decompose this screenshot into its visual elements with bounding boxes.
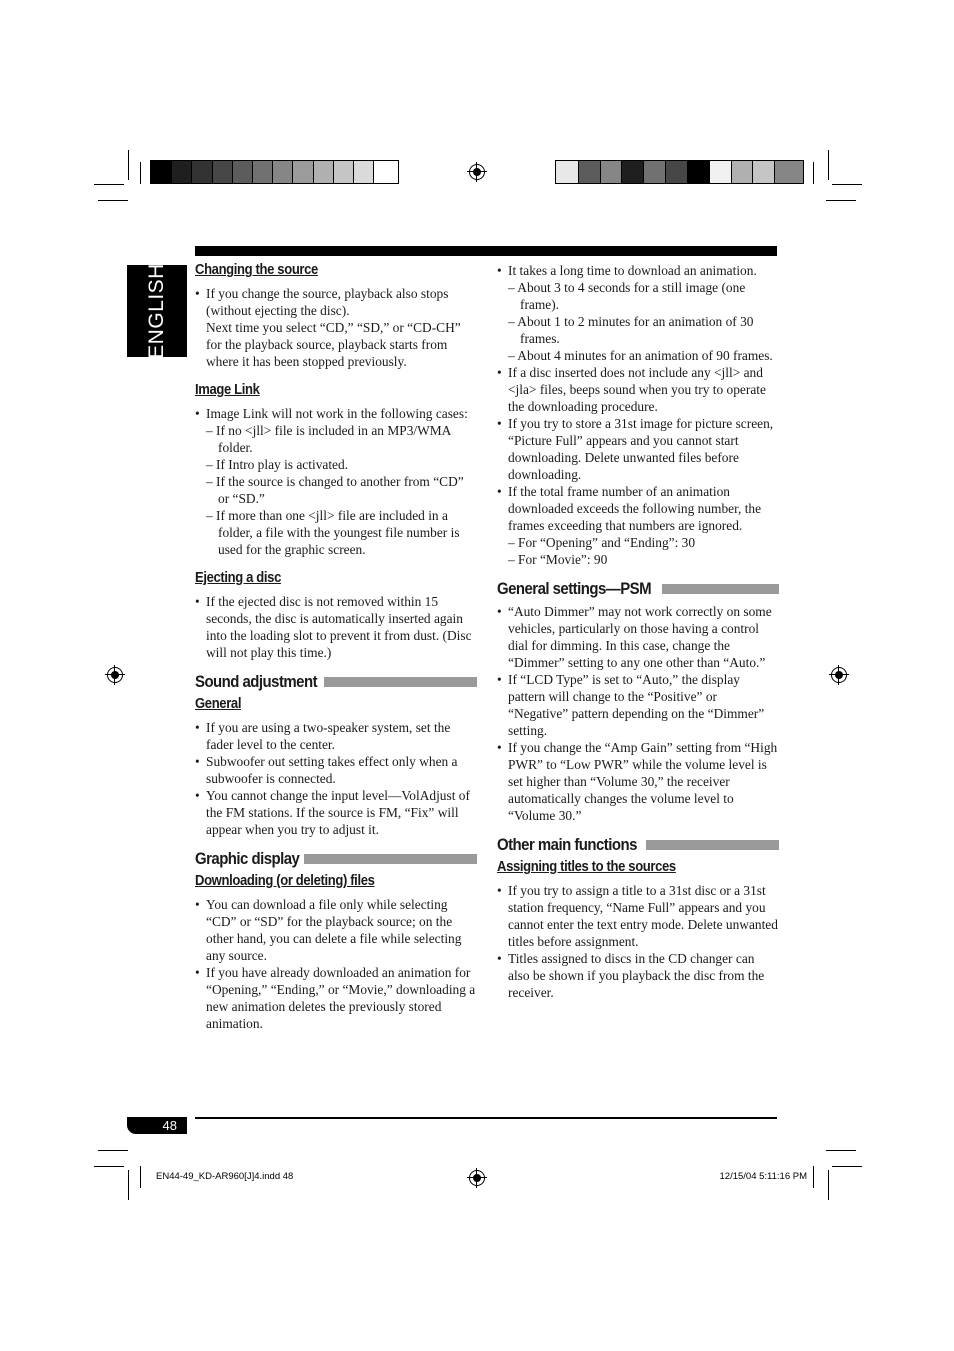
section-title-changing-source: Changing the source xyxy=(195,262,318,278)
header-rule xyxy=(195,246,777,256)
left-column xyxy=(195,262,477,1032)
dash-item: – If the source is changed to another from “CD” or “SD.” xyxy=(206,474,464,506)
swatch xyxy=(253,161,273,183)
date-slug: 12/15/04 5:11:16 PM xyxy=(719,1171,807,1182)
swatch xyxy=(753,161,775,183)
list-item: • “Auto Dimmer” may not work correctly on some vehicles, particularly on those having a control dial for dimming. In this case, change the “Dimmer” setting to any one other than “Auto.” xyxy=(497,603,779,671)
color-bar-right xyxy=(555,160,804,184)
swatch xyxy=(601,161,623,183)
list-item: • If the ejected disc is not removed within 15 seconds, the disc is automatically inserted again into the loading slot to prevent it from dust. (Disc will not play this time.) xyxy=(195,593,477,661)
heading-text: Other main functions xyxy=(497,835,637,854)
list-item: • If you try to store a 31st image for picture screen, “Picture Full” appears and you cannot start downloading. Delete unwanted files before downloading. xyxy=(497,415,779,483)
section-heading-sound xyxy=(195,673,477,690)
swatch xyxy=(556,161,579,183)
crop-mark xyxy=(140,162,141,184)
swatch xyxy=(192,161,212,183)
list-item: • If you are using a two-speaker system, set the fader level to the center. xyxy=(195,719,477,753)
bullet-list xyxy=(195,719,477,838)
page-number: 48 xyxy=(162,1118,177,1133)
crop-mark xyxy=(128,1170,129,1200)
crop-mark xyxy=(98,200,128,201)
section-heading-psm xyxy=(497,580,779,597)
crop-mark xyxy=(140,1166,141,1188)
crop-mark xyxy=(832,1166,862,1167)
swatch xyxy=(579,161,601,183)
list-item xyxy=(195,285,477,370)
crop-mark xyxy=(128,150,129,180)
bullet-list xyxy=(497,603,779,824)
color-bar-left xyxy=(150,160,399,184)
crop-mark xyxy=(94,1166,124,1167)
language-label: ENGLISH xyxy=(145,263,168,359)
section-title-image-link: Image Link xyxy=(195,382,260,398)
registration-mark-icon xyxy=(469,164,485,180)
dash-item: – If more than one <jll> file are included in a folder, a file with the youngest file number is used for the graphic screen. xyxy=(206,508,460,557)
registration-mark-icon xyxy=(831,667,847,683)
swatch xyxy=(273,161,293,183)
list-item: • You can download a file only while selecting “CD” or “SD” for the playback source; on the other hand, you can delete a file while selecting any source. xyxy=(195,896,477,964)
bullet-list xyxy=(195,896,477,1032)
heading-bar xyxy=(304,854,477,864)
list-item-text: If you change the source, playback also stops (without ejecting the disc). xyxy=(206,286,449,318)
swatch xyxy=(314,161,334,183)
list-item: • Titles assigned to discs in the CD changer can also be shown if you playback the disc from the receiver. xyxy=(497,950,779,1001)
language-tab xyxy=(127,265,187,357)
crop-mark xyxy=(826,1150,856,1151)
list-item: • If you try to assign a title to a 31st disc or a 31st station frequency, “Name Full” appears and you cannot enter the text entry mode. Delete unwanted titles before assignment. xyxy=(497,882,779,950)
subsection-title-downloading: Downloading (or deleting) files xyxy=(195,873,375,889)
list-item xyxy=(497,483,779,568)
bullet-list xyxy=(195,285,477,370)
heading-text: Graphic display xyxy=(195,849,300,868)
subsection-title-assigning: Assigning titles to the sources xyxy=(497,859,676,875)
list-item xyxy=(497,262,779,364)
list-item: • If “LCD Type” is set to “Auto,” the display pattern will change to the “Positive” or “Negative” pattern depending on the “Dimmer” setting. xyxy=(497,671,779,739)
swatch xyxy=(172,161,192,183)
file-slug: EN44-49_KD-AR960[J]4.indd 48 xyxy=(156,1171,294,1182)
bullet-list xyxy=(195,405,477,558)
crop-mark xyxy=(828,150,829,180)
swatch xyxy=(354,161,374,183)
section-heading-other xyxy=(497,836,779,853)
page-number-tab xyxy=(127,1117,187,1134)
swatch xyxy=(775,161,803,183)
heading-bar xyxy=(324,677,477,687)
list-item: • If a disc inserted does not include any <jll> and <jla> files, beeps sound when you try to operate the downloading procedure. xyxy=(497,364,779,415)
subsection-title-general: General xyxy=(195,696,242,712)
list-item: • Subwoofer out setting takes effect only when a subwoofer is connected. xyxy=(195,753,477,787)
crop-mark xyxy=(826,200,856,201)
list-item-text: If the total frame number of an animation downloaded exceeds the following number, the frames exceeding that numbers are ignored. xyxy=(508,484,762,533)
list-item-text: Image Link will not work in the following cases: xyxy=(206,406,468,421)
swatch xyxy=(213,161,233,183)
crop-mark xyxy=(813,162,814,184)
heading-text: Sound adjustment xyxy=(195,672,318,691)
swatch xyxy=(688,161,710,183)
dash-item: – For “Movie”: 90 xyxy=(508,552,608,567)
dash-item: – If Intro play is activated. xyxy=(206,457,349,472)
section-title-ejecting: Ejecting a disc xyxy=(195,570,281,586)
dash-item: – About 1 to 2 minutes for an animation of 30 frames. xyxy=(508,314,754,346)
crop-mark xyxy=(828,1170,829,1200)
heading-bar xyxy=(662,584,779,594)
heading-text: General settings—PSM xyxy=(497,579,652,598)
crop-mark xyxy=(98,1150,128,1151)
section-heading-graphic xyxy=(195,850,477,867)
dash-item: – About 4 minutes for an animation of 90 frames. xyxy=(508,348,773,363)
swatch xyxy=(293,161,313,183)
list-item: • If you have already downloaded an animation for “Opening,” “Ending,” or “Movie,” downloading a new animation deletes the previously stored animation. xyxy=(195,964,477,1032)
crop-mark xyxy=(94,184,124,185)
list-item: • If you change the “Amp Gain” setting from “High PWR” to “Low PWR” while the volume level is set higher than “Volume 30,” the receiver automatically changes the volume level to “Volume 30.” xyxy=(497,739,779,824)
dash-item: – About 3 to 4 seconds for a still image (one frame). xyxy=(508,280,746,312)
swatch xyxy=(666,161,688,183)
swatch xyxy=(151,161,172,183)
swatch xyxy=(374,161,398,183)
swatch xyxy=(710,161,732,183)
registration-mark-icon xyxy=(107,667,123,683)
footer-rule xyxy=(195,1117,777,1119)
registration-mark-icon xyxy=(469,1170,485,1186)
dash-item: – For “Opening” and “Ending”: 30 xyxy=(508,535,696,550)
bullet-list xyxy=(195,593,477,661)
heading-bar xyxy=(646,840,779,850)
list-item: • You cannot change the input level—VolAdjust of the FM stations. If the source is FM, “Fix” will appear when you try to adjust it. xyxy=(195,787,477,838)
list-item-text: Next time you select “CD,” “SD,” or “CD-CH” for the playback source, playback starts from where it has been stopped previously. xyxy=(206,320,461,369)
swatch xyxy=(233,161,253,183)
swatch xyxy=(622,161,644,183)
bullet-list xyxy=(497,882,779,1001)
swatch xyxy=(644,161,666,183)
list-item xyxy=(195,405,477,558)
dash-item: – If no <jll> file is included in an MP3/WMA folder. xyxy=(206,423,451,455)
swatch xyxy=(334,161,354,183)
crop-mark xyxy=(832,184,862,185)
list-item-text: It takes a long time to download an animation. xyxy=(508,263,757,278)
swatch xyxy=(732,161,754,183)
right-column xyxy=(497,262,779,1001)
crop-mark xyxy=(813,1166,814,1188)
bullet-list xyxy=(497,262,779,568)
